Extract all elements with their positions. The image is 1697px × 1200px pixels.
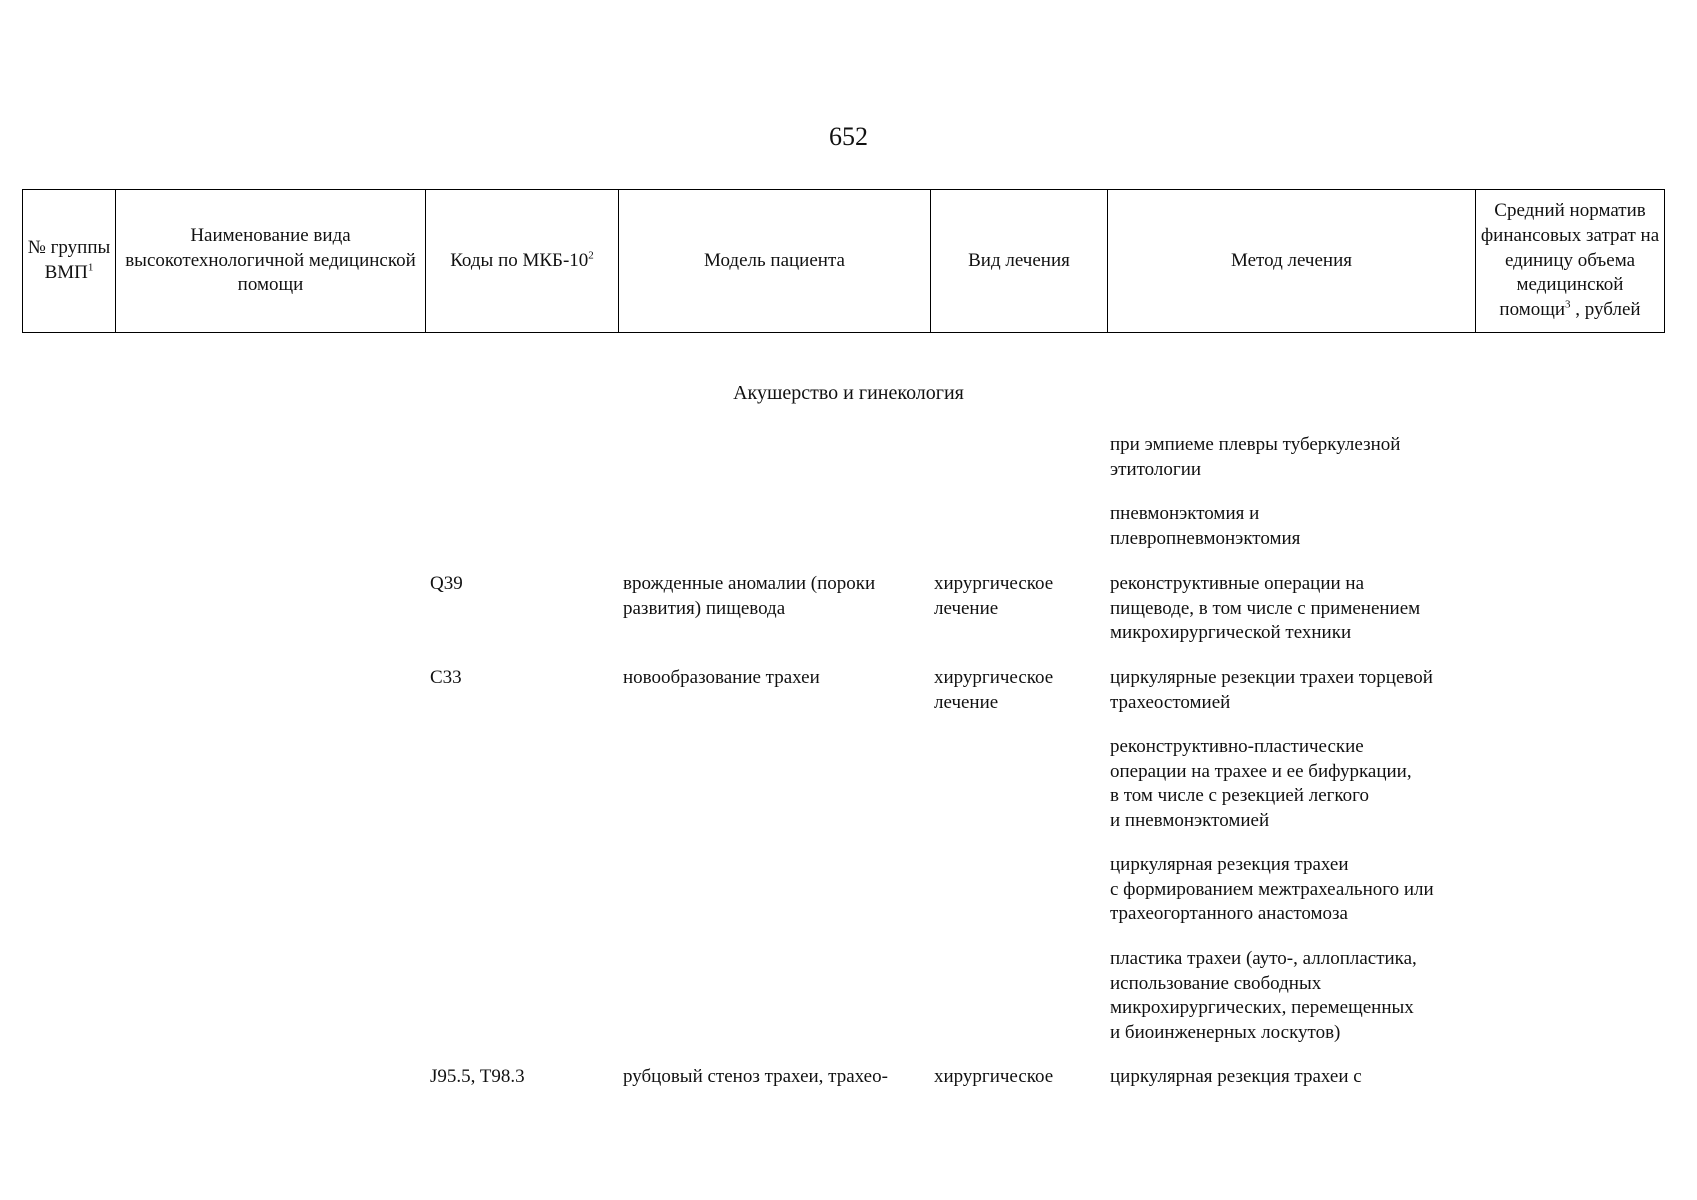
section-title: Акушерство и гинекология xyxy=(733,382,964,404)
method-text: циркулярная резекция трахеи с формированием межтрахеального или трахеогортанного анастомоза xyxy=(1110,854,1434,925)
header-icd-codes xyxy=(426,190,619,333)
table-header xyxy=(22,189,1665,333)
method-text: циркулярные резекции трахеи торцевой трахеостомией xyxy=(1110,667,1433,713)
header-icd-codes-label: Коды по МКБ-10 xyxy=(450,249,589,271)
patient-model: рубцовый стеноз трахеи, трахео- xyxy=(623,1066,888,1087)
method-text: реконструктивные операции на пищеводе, в том числе с применением микрохирургической техники xyxy=(1110,573,1421,644)
treatment-type: хирургическое лечение xyxy=(934,667,1054,713)
header-cost-standard-label: Средний норматив финансовых затрат на единицу объема медицинской помощи xyxy=(1480,200,1660,321)
header-treatment-type xyxy=(931,190,1108,333)
header-care-type-name-label: Наименование вида высокотехнологичной медицинской помощи xyxy=(125,224,416,296)
page-number: 652 xyxy=(829,122,868,151)
header-treatment-method-label: Метод лечения xyxy=(1230,249,1352,271)
header-cost-standard xyxy=(1476,190,1665,333)
header-group-number xyxy=(23,190,116,333)
header-patient-model xyxy=(619,190,931,333)
icd-code: Q39 xyxy=(430,573,463,594)
footnote-3-marker: 3 xyxy=(1565,298,1571,311)
method-text: реконструктивно-пластические операции на трахее и ее бифуркации, в том числе с резекцией легкого и пневмонэктомией xyxy=(1110,736,1412,832)
method-text: при эмпиеме плевры туберкулезной этитологии xyxy=(1110,434,1401,480)
patient-model: новообразование трахеи xyxy=(623,667,820,688)
treatment-type: хирургическое xyxy=(934,1066,1054,1087)
header-treatment-type-label: Вид лечения xyxy=(968,249,1070,271)
header-care-type-name xyxy=(116,190,426,333)
header-group-number-label: № группы ВМП xyxy=(27,237,111,283)
method-text: циркулярная резекция трахеи с xyxy=(1110,1066,1362,1087)
header-patient-model-label: Модель пациента xyxy=(704,249,845,271)
method-text: пластика трахеи (ауто-, аллопластика, использование свободных микрохирургических, перемещенных и биоинженерных лоскутов) xyxy=(1110,948,1417,1044)
patient-model: врожденные аномалии (пороки развития) пищевода xyxy=(623,573,876,619)
treatment-type: хирургическое лечение xyxy=(934,573,1054,619)
icd-code: J95.5, T98.3 xyxy=(430,1066,525,1087)
footnote-2-marker: 2 xyxy=(588,249,594,262)
footnote-1-marker: 1 xyxy=(87,261,94,274)
header-cost-standard-unit: , рублей xyxy=(1570,299,1641,321)
method-text: пневмонэктомия и плевропневмонэктомия xyxy=(1110,503,1301,549)
icd-code: C33 xyxy=(430,667,462,688)
header-treatment-method xyxy=(1108,190,1476,333)
